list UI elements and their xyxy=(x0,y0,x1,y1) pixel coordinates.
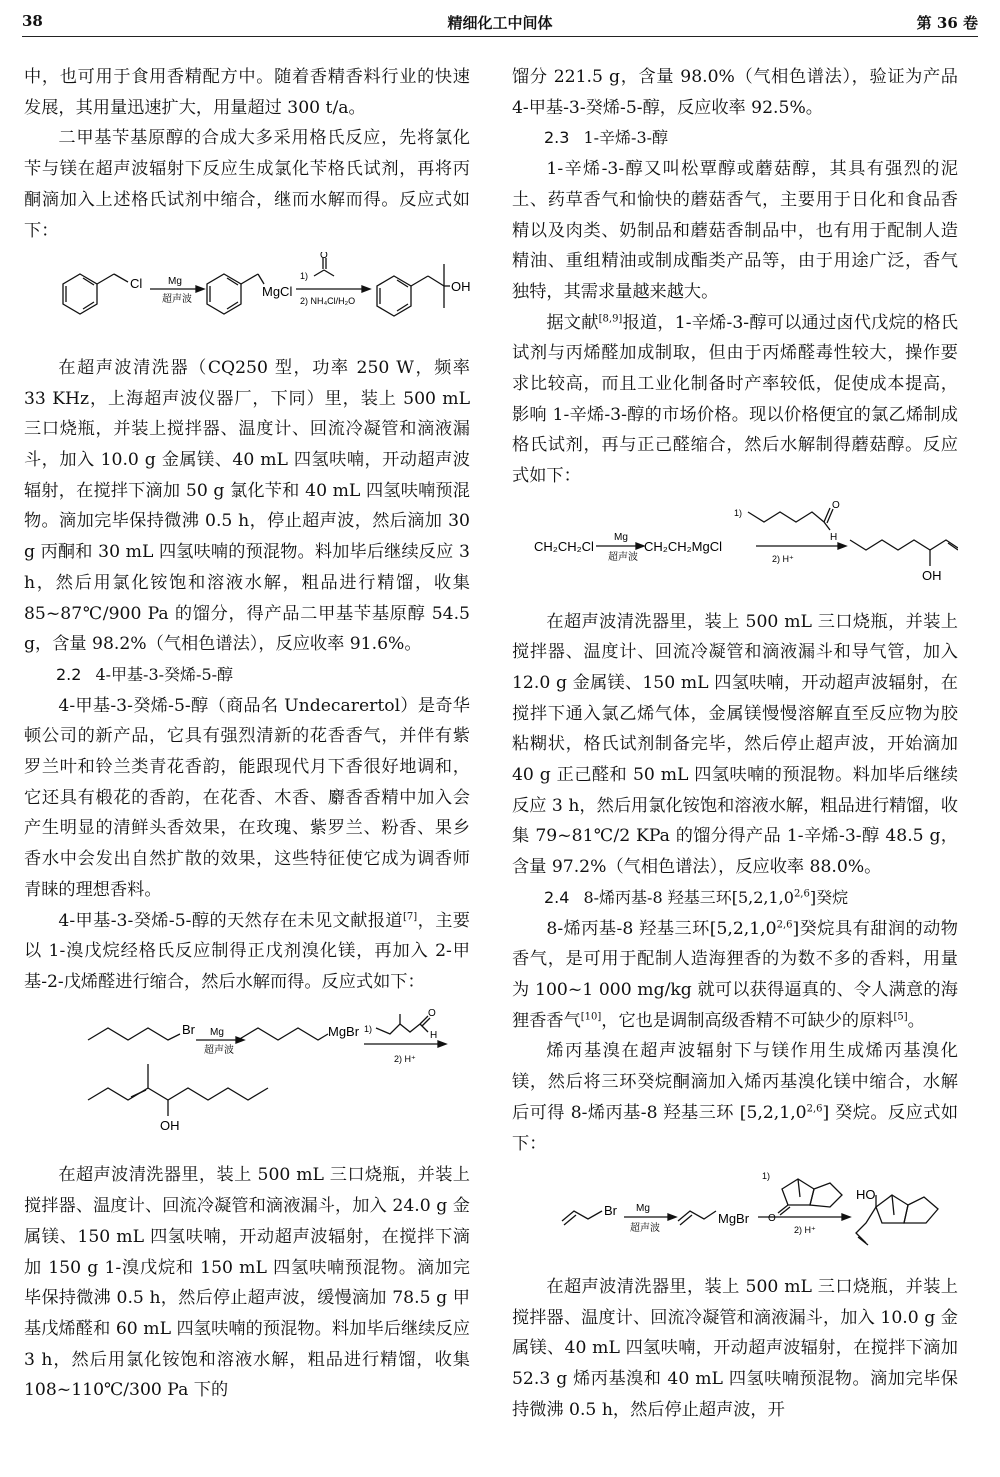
section-heading-2-2: 2.2 4-甲基-3-癸烯-5-醇 xyxy=(56,664,234,684)
reaction-scheme-1 xyxy=(24,252,470,345)
section-heading-2-3: 2.3 1-辛烯-3-醇 xyxy=(544,128,669,148)
hydrogen-label: H xyxy=(430,1029,438,1041)
citation: [8,9] xyxy=(598,312,623,324)
oxygen-label: O xyxy=(428,1007,436,1019)
paragraph: 中，也可用于食用香精配方中。随着香精香料行业的快速发展，其用量迅速扩大，用量超过 300 t/a。 xyxy=(24,67,470,118)
paragraph: 在超声波清洗器里，装上 500 mL 三口烧瓶，并装上搅拌器、温度计、回流冷凝管和滴液漏斗，加入 10.0 g 金属镁、40 mL 四氢呋喃，开动超声波辐射，在搅拌下滴加 52.3 g 烯丙基溴和 40 mL 四氢呋喃预混物。滴加完毕保持微沸 0.5 h，然后停止超声波，开 xyxy=(512,1276,958,1420)
page-header xyxy=(22,8,978,37)
ultrasound-label: 超声波 xyxy=(162,294,192,306)
section-heading-2-4: 2.4 8-烯丙基-8 羟基三环[5,2,1,0$^{2,6}$]癸烷 xyxy=(544,887,849,907)
scheme-1-svg xyxy=(24,252,470,334)
paragraph: 4-甲基-3-癸烯-5-醇的天然存在未见文献报道[7]，主要以 1-溴戊烷经格氏反应制得正戊剂溴化镁，再加入 2-甲基-2-戊烯醛进行缩合，然后水解而得。反应式如下： xyxy=(24,910,470,992)
paragraph: 在超声波清洗器（CQ250 型，功率 250 W，频率 33 KHz，上海超声波仪器厂，下同）里，装上 500 mL 三口烧瓶，并装上搅拌器、温度计、回流冷凝管和滴液漏斗，加入 10.0 g 金属镁、40 mL 四氢呋喃，开动超声波辐射，在搅拌下滴加 50 g 氯化苄和 40 mL 四氢呋喃预混物。滴加完毕保持微沸 0.5 h，停止超声波，然后滴加 30 g 丙酮和 30 mL 四氢呋喃的预混物。料加毕后继续反应 3 h，然后用氯化铵饱和溶液水解，粗品进行精馏，收集 85~87℃/900 Pa 的馏分，得产品二甲基苄基原醇 54.5 g，含量 98.2%（气相色谱法），反应收率 91.6%。 xyxy=(24,357,470,655)
cl-label: Cl xyxy=(130,276,143,292)
mgcl-label: MgCl xyxy=(262,284,293,300)
paragraph: 据文献[8,9]报道，1-辛烯-3-醇可以通过卤代戊烷的格氏试剂与丙烯醛加成制取，但由于丙烯醛毒性较大，操作要求比较高，而且工业化制备时产率较低，促使成本提高，影响 1-辛烯-3-醇的市场价格。现以价格便宜的氯乙烯制成格氏试剂，再与正己醛缩合，然后水解制得蘑菇醇。反应式如下： xyxy=(512,312,958,487)
step2-label: 2) H⁺ xyxy=(772,553,794,564)
scheme-3-svg xyxy=(512,498,958,588)
paragraph: 二甲基苄基原醇的合成大多采用格氏反应，先将氯化苄与镁在超声波辐射下反应生成氯化苄格氏试剂，再将丙酮滴加入上述格氏试剂中缩合，继而水解而得。反应式如下： xyxy=(24,128,470,241)
oxygen-label: O xyxy=(768,1213,776,1225)
mgbr-label: MgBr xyxy=(328,1023,360,1039)
ho-label: HO xyxy=(856,1187,876,1203)
reaction-scheme-3 xyxy=(512,498,958,599)
step2-label: 2) H⁺ xyxy=(794,1225,816,1236)
mg-label: Mg xyxy=(614,531,628,543)
hydrogen-label: H xyxy=(830,531,838,543)
br-label: Br xyxy=(182,1021,195,1037)
ultrasound-label: 超声波 xyxy=(204,1044,234,1056)
left-column xyxy=(24,62,470,1406)
page-number: 38 xyxy=(22,12,43,30)
br-label: Br xyxy=(604,1203,617,1219)
paragraph: 在超声波清洗器里，装上 500 mL 三口烧瓶，并装上搅拌器、温度计、回流冷凝管和滴液漏斗，加入 24.0 g 金属镁、150 mL 四氢呋喃，开动超声波辐射，在搅拌下滴加 150 g 1-溴戊烷和 150 mL 四氢呋喃预混物。滴加完毕保持微沸 0.5 h，然后停止超声波，缓慢滴加 78.5 g 甲基戊烯醛和 60 mL 四氢呋喃的预混物。料加毕后继续反应 3 h，然后用氯化铵饱和溶液水解，粗品进行精馏，收集 108~110℃/300 Pa 下的 xyxy=(24,1165,470,1401)
step2-label: 2) H⁺ xyxy=(394,1053,416,1064)
oh-label: OH xyxy=(160,1117,180,1133)
paragraph: 在超声波清洗器里，装上 500 mL 三口烧瓶，并装上搅拌器、温度计、回流冷凝管和滴液漏斗和导气管，加入 12.0 g 金属镁、150 mL 四氢呋喃，开动超声波辐射，在搅拌下通入氯乙烯气体，金属镁慢慢溶解直至反应物为胶粘糊状，格氏试剂制备完毕，然后停止超声波，开始滴加 40 g 正己醛和 50 mL 四氢呋喃的预混物。料加毕后继续反应 3 h，然后用氯化铵饱和溶液水解，粗品进行精馏，收集 79~81℃/2 KPa 的馏分得产品 1-辛烯-3-醇 48.5 g，含量 97.2%（气相色谱法），反应收率 88.0%。 xyxy=(512,611,958,878)
scheme-4-svg xyxy=(512,1165,958,1253)
paragraph: 1-辛烯-3-醇又叫松覃醇或蘑菇醇，其具有强烈的泥土、药草香气和愉快的蘑菇香气，主要用于日化和食品香精以及肉类、奶制品和蘑菇香制品中，也有用于配制人造精油、重组精油或制成酯类产品等，由于用途广泛，香气独特，其需求量越来越大。 xyxy=(512,159,958,302)
paragraph: 馏分 221.5 g，含量 98.0%（气相色谱法），验证为产品 4-甲基-3-癸烯-5-醇，反应收率 92.5%。 xyxy=(512,67,958,118)
step1-label: 1) xyxy=(762,1171,771,1182)
citation: [10] xyxy=(580,1010,602,1022)
paragraph: 4-甲基-3-癸烯-5-醇（商品名 Undecarertol）是奇华顿公司的新产品，它具有强烈清新的花香香气，并伴有紫罗兰叶和铃兰类青花香韵，能跟现代月下香很好地调和，它还具有椴花的香韵，在花香、木香、麝香香精中加入会产生明显的清鲜头香效果，在玫瑰、紫罗兰、粉香、果乡香水中会发出自然扩散的效果，这些特征使它成为调香师青睐的理想香料。 xyxy=(24,695,470,900)
mg-label: Mg xyxy=(210,1026,224,1038)
step1-label: 1) xyxy=(364,1023,373,1034)
reactant-label: CH₂CH₂Cl xyxy=(534,538,594,554)
paragraph: 烯丙基溴在超声波辐射下与镁作用生成烯丙基溴化镁，然后将三环癸烷酮滴加入烯丙基溴化镁中缩合，水解后可得 8-烯丙基-8 羟基三环 [5,2,1,0$^{2,6}$] 癸烷。反应式如下： xyxy=(512,1041,959,1154)
oxygen-label: O xyxy=(320,252,328,262)
reaction-scheme-4 xyxy=(512,1165,958,1264)
step1-label: 1) xyxy=(734,507,743,518)
mgbr-label: MgBr xyxy=(718,1211,750,1227)
step2-label: 2) NH₄Cl/H₂O xyxy=(300,296,356,307)
mg-label: Mg xyxy=(168,276,182,288)
citation: [7] xyxy=(403,910,418,922)
oxygen-label: O xyxy=(832,499,840,511)
citation: [5] xyxy=(893,1010,908,1022)
right-column xyxy=(512,62,958,1425)
mg-label: Mg xyxy=(636,1203,650,1215)
grignard-label: CH₂CH₂MgCl xyxy=(644,538,722,554)
ultrasound-label: 超声波 xyxy=(608,551,638,563)
journal-title: 精细化工中间体 xyxy=(447,14,553,32)
step1-label: 1) xyxy=(300,271,309,282)
scheme-2-svg xyxy=(24,1004,470,1142)
reaction-scheme-2 xyxy=(24,1004,470,1153)
oh-label: OH xyxy=(451,279,470,295)
volume-label: 第 36 卷 xyxy=(916,14,978,32)
oh-label: OH xyxy=(922,567,942,583)
ultrasound-label: 超声波 xyxy=(630,1223,660,1235)
paragraph: 8-烯丙基-8 羟基三环[5,2,1,0$^{2,6}$]癸烷具有甜润的动物香气，是可用于配制人造海狸香的为数不多的香料，用量为 100~1 000 mg/kg 就可以获得逼真的、令人满意的海狸香香气[10]，它也是调制高级香精不可缺少的原料[5]。 xyxy=(512,918,958,1031)
